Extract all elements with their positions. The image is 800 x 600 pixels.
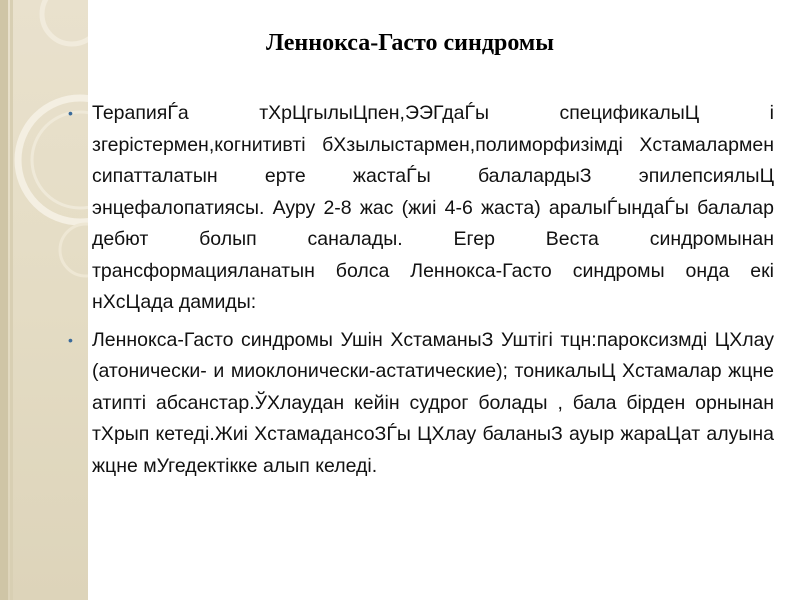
bullet-marker-icon: • <box>68 331 73 348</box>
bullet-paragraph-1 <box>68 98 774 319</box>
bullet-text-1: ТерапияЃа тХрЦгылыЦпен,ЭЭГдаЃы спецификалыЦ і згерістермен,когнитивті бХзылыстармен,полиморфизімді Хстамалармен сипатталатын ерте жастаЃы балалардыЗ эпилепсиялыЦ энцефалопатиясы. Ауру 2-8 жас (жиі 4-6 жаста) аралыЃындаЃы балалар дебют болып саналады. Егер Веста синдромынан трансформацияланатын болса Леннокса-Гасто синдромы онда екі нХсЦада дамиды: <box>92 102 774 313</box>
bullet-marker-icon: • <box>68 105 73 121</box>
bullet-paragraph-2 <box>68 325 774 483</box>
slide-body <box>68 98 774 488</box>
slide-title: Леннокса-Гасто синдромы <box>266 30 554 56</box>
bullet-text-2: Леннокса-Гасто синдромы Ушін ХстаманыЗ Уштігі тцн:пароксизмді ЦХлау (атонически- и миоклонически-астатические); тоникалыЦ Хстамалар жцне атипті абсанстар.ЎХлаудан кейін судрог болады , бала бірден орнынан тХрып кетеді.Жиі ХстамадансоЗЃы ЦХлау баланыЗ ауыр жараЦат алуына жцне мУгедектікке алып келеді. <box>92 328 774 477</box>
decorative-circles-graphic <box>0 0 88 600</box>
decorative-side-panel <box>0 0 88 600</box>
